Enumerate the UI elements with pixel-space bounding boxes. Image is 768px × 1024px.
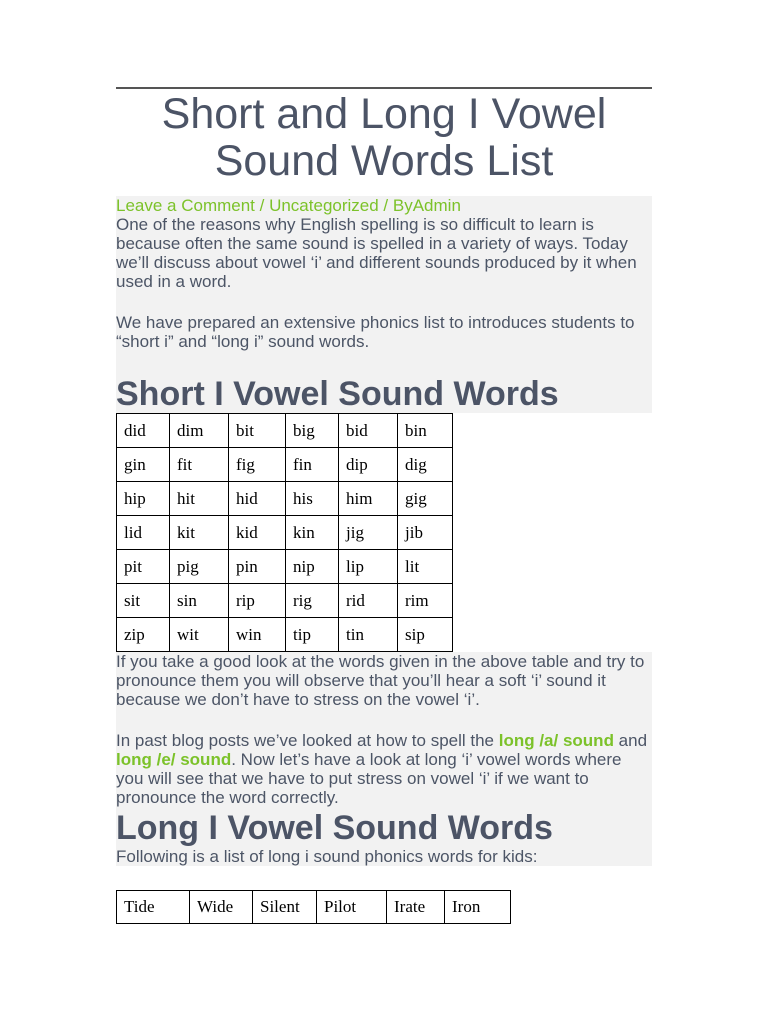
table-cell: kin: [286, 516, 339, 550]
table-cell: dig: [398, 448, 453, 482]
table-cell: Iron: [445, 891, 511, 924]
table-cell: fin: [286, 448, 339, 482]
table-cell: fit: [170, 448, 229, 482]
table-cell: dim: [170, 414, 229, 448]
table-cell: him: [339, 482, 398, 516]
table-row: [117, 618, 453, 652]
table-row: [117, 482, 453, 516]
table-cell: did: [117, 414, 170, 448]
table-cell: pin: [229, 550, 286, 584]
page-title: Short and Long I Vowel Sound Words List: [161, 90, 607, 185]
table-row: [117, 414, 453, 448]
table-cell: fig: [229, 448, 286, 482]
table-row: [117, 516, 453, 550]
short-i-word-table: [116, 413, 453, 652]
top-divider: [116, 87, 652, 89]
table-row: [117, 550, 453, 584]
table-cell: sin: [170, 584, 229, 618]
table-cell: Tide: [117, 891, 190, 924]
table-cell: Irate: [387, 891, 445, 924]
table-cell: lid: [117, 516, 170, 550]
table-cell: lip: [339, 550, 398, 584]
long-i-heading: Long I Vowel Sound Words: [116, 809, 553, 847]
long-a-sound-link[interactable]: long /a/ sound: [498, 731, 614, 750]
content-panel: [116, 196, 652, 413]
table-cell: his: [286, 482, 339, 516]
table-cell: nip: [286, 550, 339, 584]
table-cell: kit: [170, 516, 229, 550]
table-cell: rid: [339, 584, 398, 618]
table-cell: hid: [229, 482, 286, 516]
category-link[interactable]: Uncategorized: [269, 196, 379, 215]
long-e-sound-link[interactable]: long /e/ sound: [116, 750, 232, 769]
table-cell: jib: [398, 516, 453, 550]
table-cell: tin: [339, 618, 398, 652]
table-row: [117, 448, 453, 482]
author-link[interactable]: ByAdmin: [392, 196, 461, 215]
table-cell: wit: [170, 618, 229, 652]
table-cell: big: [286, 414, 339, 448]
table-cell: pit: [117, 550, 170, 584]
table-row: [117, 891, 511, 924]
table-cell: bin: [398, 414, 453, 448]
table-cell: rig: [286, 584, 339, 618]
long-i-word-table: [116, 890, 511, 924]
table-cell: gin: [117, 448, 170, 482]
table-cell: hit: [170, 482, 229, 516]
table-cell: bid: [339, 414, 398, 448]
table-cell: Wide: [190, 891, 253, 924]
table-cell: rip: [229, 584, 286, 618]
table-cell: kid: [229, 516, 286, 550]
after-short-paragraph: If you take a good look at the words given in the above table and try to pronounce them you will observe that you’ll hear a soft ‘i’ sound it because we don’t have to stress on the vowel ‘i’.: [116, 652, 645, 709]
meta-separator: /: [378, 196, 393, 215]
post-meta: [116, 196, 652, 215]
table-cell: lit: [398, 550, 453, 584]
intro-paragraph: One of the reasons why English spelling is so difficult to learn is because often the same sound is spelled in a variety of ways. Today we’ll discuss about vowel ‘i’ and different sounds produced by it when used in a word.: [116, 215, 637, 291]
table-cell: tip: [286, 618, 339, 652]
table-row: [117, 584, 453, 618]
table-cell: bit: [229, 414, 286, 448]
table-cell: Pilot: [317, 891, 387, 924]
table-cell: sip: [398, 618, 453, 652]
long-intro-paragraph: Following is a list of long i sound phonics words for kids:: [116, 847, 538, 866]
meta-separator: /: [254, 196, 270, 215]
past-posts-paragraph: In past blog posts we’ve looked at how to spell the long /a/ sound and long /e/ sound. Now let’s have a look at long ‘i’ vowel words where you will see that we have to put stress on vowel ‘i’ if we want to pronounce the word correctly.: [116, 731, 648, 807]
table-cell: gig: [398, 482, 453, 516]
short-i-heading: Short I Vowel Sound Words: [116, 375, 559, 413]
table-cell: zip: [117, 618, 170, 652]
article: [116, 87, 652, 924]
leave-comment-link[interactable]: Leave a Comment: [116, 196, 255, 215]
table-cell: jig: [339, 516, 398, 550]
table-cell: pig: [170, 550, 229, 584]
table-cell: hip: [117, 482, 170, 516]
table-cell: dip: [339, 448, 398, 482]
table-cell: rim: [398, 584, 453, 618]
table-cell: win: [229, 618, 286, 652]
content-panel-2: [116, 652, 652, 866]
table-cell: Silent: [253, 891, 317, 924]
table-cell: sit: [117, 584, 170, 618]
intro-paragraph-2: We have prepared an extensive phonics list to introduces students to “short i” and “long i” sound words.: [116, 313, 635, 351]
